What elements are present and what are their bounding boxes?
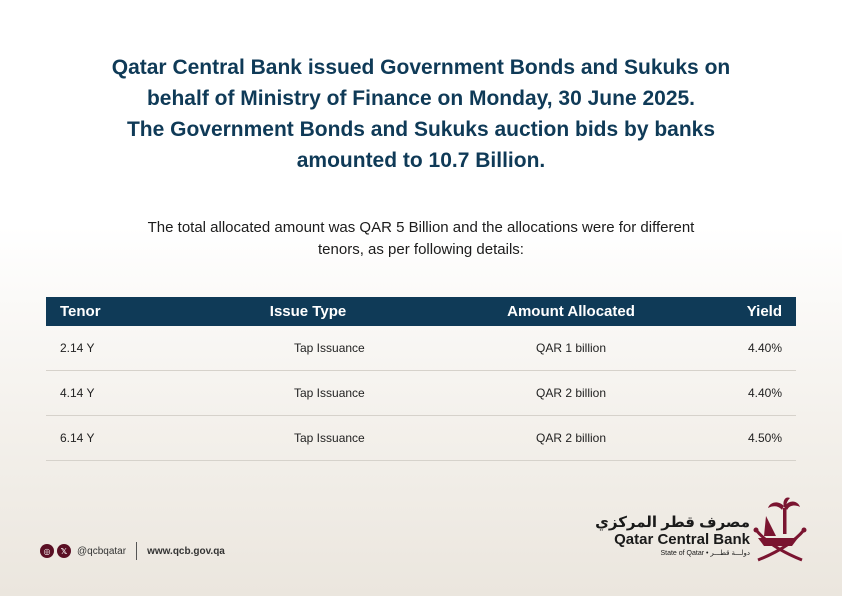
cell-yield: 4.40%: [730, 326, 796, 371]
logo-english-name: Qatar Central Bank: [614, 531, 750, 548]
cell-tenor: 4.14 Y: [46, 371, 204, 416]
qcb-emblem-icon: [752, 496, 808, 566]
logo-state-line: State of Qatar • دولـــة قطـــر: [660, 550, 750, 557]
table-row: [46, 416, 796, 461]
qcb-logo-text: [595, 515, 750, 559]
headline: [60, 52, 782, 176]
table-row: [46, 326, 796, 371]
intro-text: [90, 217, 752, 261]
cell-tenor: 2.14 Y: [46, 326, 204, 371]
cell-yield: 4.40%: [730, 371, 796, 416]
intro-line-1: The total allocated amount was QAR 5 Billion and the allocations were for different: [147, 219, 695, 236]
table-row: [46, 371, 796, 416]
x-icon[interactable]: 𝕏: [57, 544, 71, 558]
headline-line-3: The Government Bonds and Sukuks auction bids by banks: [126, 118, 716, 141]
cell-issue-type: Tap Issuance: [204, 371, 412, 416]
header-yield: Yield: [730, 297, 796, 326]
cell-amount: QAR 2 billion: [412, 371, 730, 416]
header-amount-allocated: Amount Allocated: [412, 297, 730, 326]
headline-line-1: Qatar Central Bank issued Government Bonds and Sukuks on: [111, 56, 731, 79]
allocation-table: [46, 297, 796, 461]
intro-line-2: tenors, as per following details:: [318, 241, 524, 258]
headline-line-4: amounted to 10.7 Billion.: [296, 149, 546, 172]
instagram-icon[interactable]: ◎: [40, 544, 54, 558]
cell-amount: QAR 1 billion: [412, 326, 730, 371]
logo-arabic-name: مصرف قطر المركزي: [595, 514, 750, 531]
website-link[interactable]: www.qcb.gov.qa: [147, 545, 225, 557]
headline-line-2: behalf of Ministry of Finance on Monday, 30 June 2025.: [146, 87, 696, 110]
social-handle[interactable]: @qcbqatar: [77, 545, 127, 557]
footer: [40, 542, 225, 560]
header-tenor: Tenor: [46, 297, 204, 326]
cell-tenor: 6.14 Y: [46, 416, 204, 461]
cell-issue-type: Tap Issuance: [204, 326, 412, 371]
cell-issue-type: Tap Issuance: [204, 416, 412, 461]
cell-yield: 4.50%: [730, 416, 796, 461]
header-issue-type: Issue Type: [204, 297, 412, 326]
table-header-row: [46, 297, 796, 326]
cell-amount: QAR 2 billion: [412, 416, 730, 461]
footer-divider: [136, 542, 137, 560]
